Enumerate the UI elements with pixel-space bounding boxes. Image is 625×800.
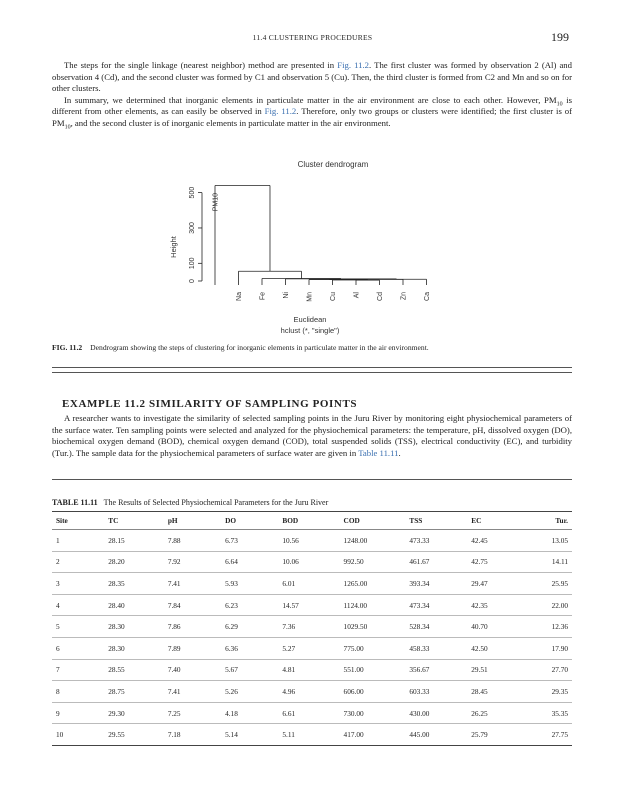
- leaf-label: Ca: [424, 292, 431, 301]
- table-cell: 7.40: [164, 659, 221, 681]
- table-cell: 356.67: [405, 659, 467, 681]
- table-cell: 5.27: [278, 637, 339, 659]
- chart-xlabel: Euclidean: [293, 315, 327, 324]
- column-header: TSS: [405, 512, 467, 530]
- table-cell: 458.33: [405, 637, 467, 659]
- table-cell: 4.18: [221, 702, 278, 724]
- leaf-label: Fe: [259, 292, 267, 301]
- table-cell: 6.23: [221, 594, 278, 616]
- chart-subtitle: hclust (*, "single"): [280, 326, 340, 335]
- leaf-label: Ni: [283, 292, 290, 299]
- data-table: [52, 511, 572, 746]
- table-cell: 7.92: [164, 551, 221, 573]
- table-cell: 7.25: [164, 702, 221, 724]
- table-cell: 6: [52, 637, 104, 659]
- chart-ylabel: Height: [169, 236, 178, 258]
- table-cell: 29.47: [467, 573, 523, 595]
- table-cell: 7.18: [164, 724, 221, 746]
- table-cell: 35.35: [524, 702, 572, 724]
- table-cell: 7.36: [278, 616, 339, 638]
- table-cell: 7.89: [164, 637, 221, 659]
- example-top-rule: [52, 367, 572, 368]
- table-row: [52, 616, 572, 638]
- running-head: 11.4 CLUSTERING PROCEDURES: [252, 33, 373, 42]
- table-cell: 28.20: [104, 551, 164, 573]
- table-cell: 1265.00: [340, 573, 406, 595]
- chart-title: Cluster dendrogram: [297, 160, 369, 169]
- table-body: [52, 530, 572, 746]
- leaf-label: Zn: [400, 292, 408, 301]
- table-cell: 7.86: [164, 616, 221, 638]
- table-row: [52, 724, 572, 746]
- table-cell: 3: [52, 573, 104, 595]
- fig-link-2[interactable]: Fig. 11.2: [264, 106, 297, 117]
- column-header: DO: [221, 512, 278, 530]
- table-cell: 27.70: [524, 659, 572, 681]
- table-cell: 8: [52, 681, 104, 703]
- dendrogram-links: [212, 186, 427, 285]
- table-cell: 17.90: [524, 637, 572, 659]
- y-tick-label: 300: [189, 222, 196, 234]
- table-cell: 26.25: [467, 702, 523, 724]
- table-cell: 606.00: [340, 681, 406, 703]
- column-header: BOD: [278, 512, 339, 530]
- table-cell: 42.35: [467, 594, 523, 616]
- table-header-row: [52, 512, 572, 530]
- column-header: COD: [340, 512, 406, 530]
- table-cell: 25.95: [524, 573, 572, 595]
- table-cell: 29.35: [524, 681, 572, 703]
- y-axis: [189, 187, 202, 283]
- leaf-label: PM10: [212, 193, 220, 212]
- table-label: TABLE 11.11: [52, 498, 98, 507]
- table-cell: 5.11: [278, 724, 339, 746]
- figure-caption: FIG. 11.2 Dendrogram showing the steps of clustering for inorganic elements in particulate matter in the air environment.: [52, 343, 429, 352]
- table-cell: 28.40: [104, 594, 164, 616]
- table-cell: 42.50: [467, 637, 523, 659]
- table-cell: 28.30: [104, 637, 164, 659]
- table-cell: 28.45: [467, 681, 523, 703]
- table-cell: 7.84: [164, 594, 221, 616]
- table-cell: 473.33: [405, 530, 467, 552]
- table-cell: 7: [52, 659, 104, 681]
- table-cell: 430.00: [405, 702, 467, 724]
- fig-link-1[interactable]: Fig. 11.2: [337, 60, 370, 70]
- table-cell: 393.34: [405, 573, 467, 595]
- table-cell: 6.01: [278, 573, 339, 595]
- table-cell: 9: [52, 702, 104, 724]
- table-cell: 551.00: [340, 659, 406, 681]
- leaf-label: Cd: [377, 292, 384, 301]
- example-top-rule-2: [52, 372, 572, 373]
- table-row: [52, 659, 572, 681]
- table-cell: 27.75: [524, 724, 572, 746]
- table-cell: 10: [52, 724, 104, 746]
- table-cell: 775.00: [340, 637, 406, 659]
- table-cell: 4: [52, 594, 104, 616]
- column-header: pH: [164, 512, 221, 530]
- table-cell: 7.41: [164, 681, 221, 703]
- table-cell: 1248.00: [340, 530, 406, 552]
- table-row: [52, 573, 572, 595]
- table-cell: 40.70: [467, 616, 523, 638]
- table-cell: 28.15: [104, 530, 164, 552]
- page-number: 199: [551, 30, 569, 44]
- table-cell: 6.73: [221, 530, 278, 552]
- table-cell: 14.57: [278, 594, 339, 616]
- table-cell: 6.64: [221, 551, 278, 573]
- table-cell: 14.11: [524, 551, 572, 573]
- table-cell: 28.55: [104, 659, 164, 681]
- table-cell: 473.34: [405, 594, 467, 616]
- intro-paragraph-1: The steps for the single linkage (nearest neighbor) method are presented in Fig. 11.2. The first cluster was formed by observation 2 (Al) and observation 4 (Cd), and the second cluster was formed by C1 and observation 5 (Cu). Then, the third cluster is formed from C2 and Mn and so on for other clusters.: [52, 60, 572, 94]
- table-cell: 7.88: [164, 530, 221, 552]
- table-cell: 28.30: [104, 616, 164, 638]
- table-cell: 2: [52, 551, 104, 573]
- table-cell: 5: [52, 616, 104, 638]
- table-cell: 4.81: [278, 659, 339, 681]
- table-cell: 730.00: [340, 702, 406, 724]
- table-cell: 1124.00: [340, 594, 406, 616]
- table-cell: 12.36: [524, 616, 572, 638]
- leaf-label: Al: [353, 292, 361, 299]
- y-tick-label: 500: [189, 186, 196, 199]
- table-cell: 445.00: [405, 724, 467, 746]
- leaf-label: Mn: [306, 292, 314, 302]
- table-cell: 13.05: [524, 530, 572, 552]
- y-tick-label: 0: [189, 279, 196, 283]
- table-cell: 6.36: [221, 637, 278, 659]
- y-tick-label: 100: [189, 257, 196, 270]
- column-header: Tur.: [524, 512, 572, 530]
- table-cell: 528.34: [405, 616, 467, 638]
- column-header: EC: [467, 512, 523, 530]
- table-cell: 10.56: [278, 530, 339, 552]
- table-cell: 29.55: [104, 724, 164, 746]
- example-bottom-rule: [52, 479, 572, 480]
- table-cell: 603.33: [405, 681, 467, 703]
- table-cell: 5.67: [221, 659, 278, 681]
- table-cell: 6.61: [278, 702, 339, 724]
- table-link[interactable]: Table 11.11: [358, 447, 399, 458]
- table-cell: 461.67: [405, 551, 467, 573]
- table-cell: 417.00: [340, 724, 406, 746]
- table-cell: 7.41: [164, 573, 221, 595]
- table-cell: 28.75: [104, 681, 164, 703]
- table-row: [52, 530, 572, 552]
- table-caption: TABLE 11.11 The Results of Selected Physiochemical Parameters for the Juru River: [52, 498, 329, 507]
- dendrogram-chart: [0, 0, 625, 345]
- table-row: [52, 637, 572, 659]
- table-row: [52, 551, 572, 573]
- table-cell: 22.00: [524, 594, 572, 616]
- table-cell: 1029.50: [340, 616, 406, 638]
- table-cell: 992.50: [340, 551, 406, 573]
- table-cell: 5.14: [221, 724, 278, 746]
- table-cell: 4.96: [278, 681, 339, 703]
- leaf-labels: [213, 193, 432, 302]
- example-title: EXAMPLE 11.2 SIMILARITY OF SAMPLING POINTS: [62, 398, 358, 410]
- table-cell: 5.93: [221, 573, 278, 595]
- table-cell: 1: [52, 530, 104, 552]
- table-row: [52, 702, 572, 724]
- table-cell: 42.75: [467, 551, 523, 573]
- table-cell: 5.26: [221, 681, 278, 703]
- table-cell: 29.51: [467, 659, 523, 681]
- column-header: TC: [104, 512, 164, 530]
- table-row: [52, 681, 572, 703]
- table-cell: 25.79: [467, 724, 523, 746]
- column-header: Site: [52, 512, 104, 530]
- table-cell: 6.29: [221, 616, 278, 638]
- leaf-label: Na: [236, 292, 243, 301]
- table-cell: 42.45: [467, 530, 523, 552]
- example-text: A researcher wants to investigate the similarity of selected sampling points in the Juru River by monitoring eight physiochemical parameters of the surface water. Ten sampling points were selected and analyzed for the physiochemical parameters: the temperature, pH, dissolved oxygen (DO), biochemical oxygen demand (BOD), chemical oxygen demand (COD), total suspended solids (TSS), electrical conductivity (EC), and turbidity (Tur.). The sample data for the physiochemical parameters of surface water are given in Table 11.11.: [52, 413, 572, 458]
- table-cell: 29.30: [104, 702, 164, 724]
- table-cell: 28.35: [104, 573, 164, 595]
- intro-paragraph-2: In summary, we determined that inorganic elements in particulate matter in the air environment are close to each other. However, $PM_{10}$ is different from other elements, as can easily be observed in Fig. 11.2. Therefore, only two groups or clusters were identified; the first cluster is of $PM_{10}$, and the second cluster is of inorganic elements in particulate matter in the air environment.: [52, 94, 573, 131]
- leaf-label: Cu: [330, 292, 337, 301]
- table-cell: 10.06: [278, 551, 339, 573]
- table-row: [52, 594, 572, 616]
- figure-label: FIG. 11.2: [52, 343, 83, 352]
